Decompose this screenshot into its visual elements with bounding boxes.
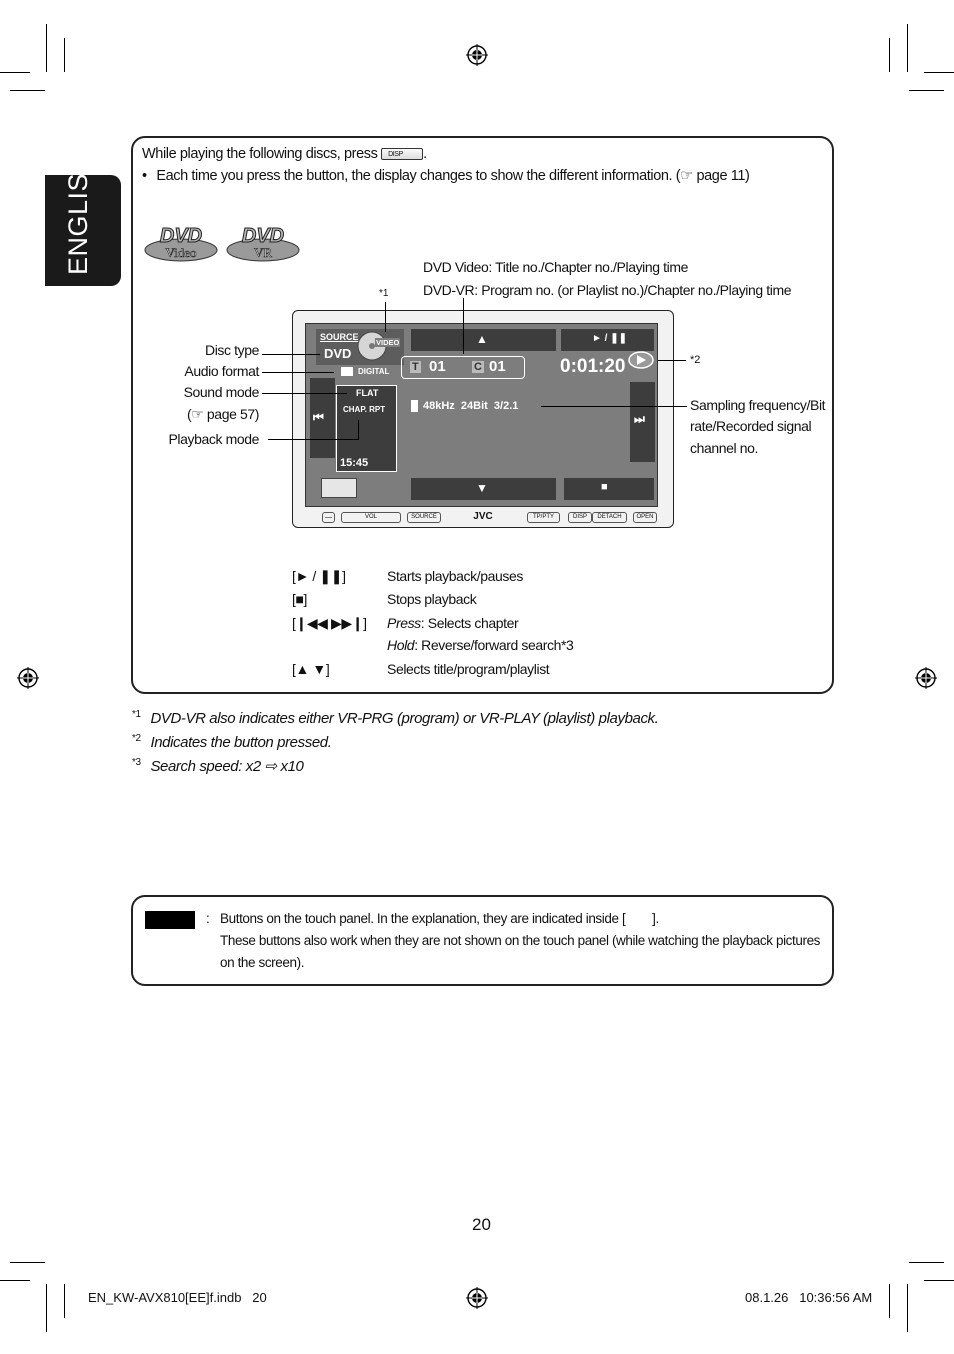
note-marker-2: *2 [690, 354, 701, 366]
callout-dvd-video: DVD Video: Title no./Chapter no./Playing time [423, 259, 689, 275]
key-stop-desc: Stops playback [387, 591, 477, 607]
play-indicator-icon [628, 351, 654, 369]
crop-mark [64, 1284, 65, 1318]
key-up-down-desc: Selects title/program/playlist [387, 661, 550, 677]
note-line-2: These buttons also work when they are not shown on the touch panel (while watching the playback pictures [220, 933, 821, 948]
vol-slider-button[interactable]: VOL [341, 512, 401, 523]
print-date-info: 08.1.26 10:36:56 AM [745, 1290, 873, 1305]
intro-line-1 [142, 146, 427, 162]
hold-desc: : Reverse/forward search*3 [414, 637, 574, 653]
clock: 15:45 [340, 457, 369, 469]
crop-mark [10, 90, 45, 91]
footnote-text: Indicates the button pressed. [150, 734, 332, 751]
footnote-2 [132, 733, 331, 751]
intro-period: . [423, 146, 427, 162]
leader-line [658, 360, 686, 361]
source-panel-button[interactable]: SOURCE [407, 512, 441, 523]
svg-text:VR: VR [253, 245, 273, 260]
disp-button-icon: DISP [381, 148, 423, 160]
stop-icon: ■ [601, 481, 608, 493]
crop-mark [10, 1262, 45, 1263]
language-label: ENGLISH [63, 152, 93, 275]
footnote-mark: *2 [132, 733, 141, 744]
prev-icon: ⏮ [313, 410, 324, 424]
callout-dvd-vr: DVD-VR: Program no. (or Playlist no.)/Chapter no./Playing time [423, 282, 792, 298]
svg-text:Video: Video [165, 245, 197, 260]
title-number: 01 [429, 358, 446, 375]
sound-mode-value: FLAT [356, 388, 379, 398]
key-skip-desc [387, 615, 518, 631]
black-key-swatch [145, 911, 195, 929]
footnote-mark: *3 [132, 757, 141, 768]
chapter-badge: C [474, 361, 482, 373]
dvd-video-logo [144, 222, 218, 262]
disp-panel-button[interactable]: DISP [568, 512, 592, 523]
footnote-1 [132, 709, 658, 727]
jvc-logo: JVC [473, 511, 493, 522]
key-hold-desc [387, 637, 573, 653]
svg-text:DVD: DVD [159, 225, 203, 247]
page-number: 20 [472, 1215, 491, 1234]
note-line-3: on the screen). [220, 955, 305, 970]
leader-line [268, 439, 358, 440]
crop-mark [0, 72, 30, 73]
open-button[interactable]: OPEN [633, 512, 657, 523]
audio-info-icon [411, 400, 418, 412]
crop-mark [46, 24, 47, 72]
footnote-text: DVD-VR also indicates either VR-PRG (program) or VR-PLAY (playlist) playback. [150, 710, 659, 727]
play-pause-icon: ► / ❚❚ [592, 333, 627, 344]
detach-button[interactable]: DETACH [592, 512, 627, 523]
note-colon: : [206, 911, 210, 926]
leader-line [262, 354, 320, 355]
chapter-number: 01 [489, 358, 506, 375]
crop-mark [924, 1280, 954, 1281]
dvd-vr-logo [226, 222, 300, 262]
intro-text: While playing the following discs, press [142, 146, 378, 162]
leader-line [262, 393, 347, 394]
up-arrow-icon: ▲ [476, 332, 488, 346]
audio-info: 48kHz 24Bit 3/2.1 [423, 400, 519, 412]
registration-mark-icon [466, 44, 488, 66]
callout-sampling: Sampling frequency/Bit [690, 397, 826, 413]
down-arrow-icon: ▼ [476, 481, 488, 495]
dvd-disc-type-label: DVD [324, 346, 352, 361]
registration-mark-icon [17, 667, 39, 689]
note-line-1: Buttons on the touch panel. In the explanation, they are indicated inside [ ]. [220, 911, 659, 926]
digital-label: DIGITAL [358, 367, 390, 376]
intro-bullet-text: Each time you press the button, the display changes to show the different information. (☞ page 11) [156, 168, 750, 184]
svg-text:DVD: DVD [241, 225, 285, 247]
crop-mark [889, 1284, 890, 1318]
crop-mark [909, 1262, 944, 1263]
dolby-digital-icon [341, 367, 353, 376]
hold-label: Hold [387, 637, 415, 653]
playing-time: 0:01:20 [560, 356, 626, 377]
crop-mark [46, 1284, 47, 1332]
crop-mark [909, 90, 944, 91]
source-label: SOURCE [320, 332, 359, 342]
crop-mark [907, 1284, 908, 1332]
callout-audio-format: Audio format [184, 363, 259, 379]
footnote-text: Search speed: x2 ⇨ x10 [150, 758, 304, 775]
callout-disc-type: Disc type [205, 342, 259, 358]
tp-pty-button[interactable]: TP/PTY [527, 512, 560, 523]
bullet: • [142, 168, 147, 184]
playback-mode-value: CHAP. RPT [343, 405, 386, 414]
next-icon: ⏭ [634, 412, 645, 426]
footnote-mark: *1 [132, 709, 141, 720]
language-side-tab [45, 152, 121, 286]
crop-mark [907, 24, 908, 72]
key-skip: [❙◀◀ ▶▶❙] [292, 615, 367, 631]
callout-channel: channel no. [690, 440, 758, 456]
callout-playback-mode: Playback mode [168, 431, 259, 447]
callout-sound-mode: Sound mode [183, 384, 259, 400]
leader-line [358, 420, 359, 440]
callout-bitrate: rate/Recorded signal [690, 418, 812, 434]
key-stop: [■] [292, 591, 308, 607]
print-file-info: EN_KW-AVX810[EE]f.indb 20 [88, 1290, 267, 1305]
key-up-down: [▲ ▼] [292, 661, 330, 677]
crop-mark [924, 72, 954, 73]
leader-line [463, 298, 464, 354]
menu-icon[interactable] [321, 478, 357, 498]
title-badge: T [412, 361, 419, 373]
crop-mark [64, 38, 65, 72]
leader-line [385, 302, 386, 332]
note-marker-1: *1 [379, 288, 389, 299]
callout-sound-mode-ref: (☞ page 57) [187, 406, 259, 422]
leader-line [262, 372, 334, 373]
stop-button[interactable] [564, 478, 654, 500]
key-play-pause: [► / ❚❚] [292, 568, 346, 584]
key-play-pause-desc: Starts playback/pauses [387, 568, 523, 584]
registration-mark-icon [915, 667, 937, 689]
video-label: VIDEO [376, 338, 400, 347]
intro-line-2 [142, 168, 749, 184]
leader-line [541, 406, 687, 407]
vol-minus-button[interactable]: — [322, 512, 335, 523]
footnote-3 [132, 757, 303, 775]
crop-mark [889, 38, 890, 72]
crop-mark [0, 1280, 30, 1281]
registration-mark-icon [466, 1287, 488, 1309]
press-desc: : Selects chapter [420, 615, 519, 631]
press-label: Press [387, 615, 421, 631]
